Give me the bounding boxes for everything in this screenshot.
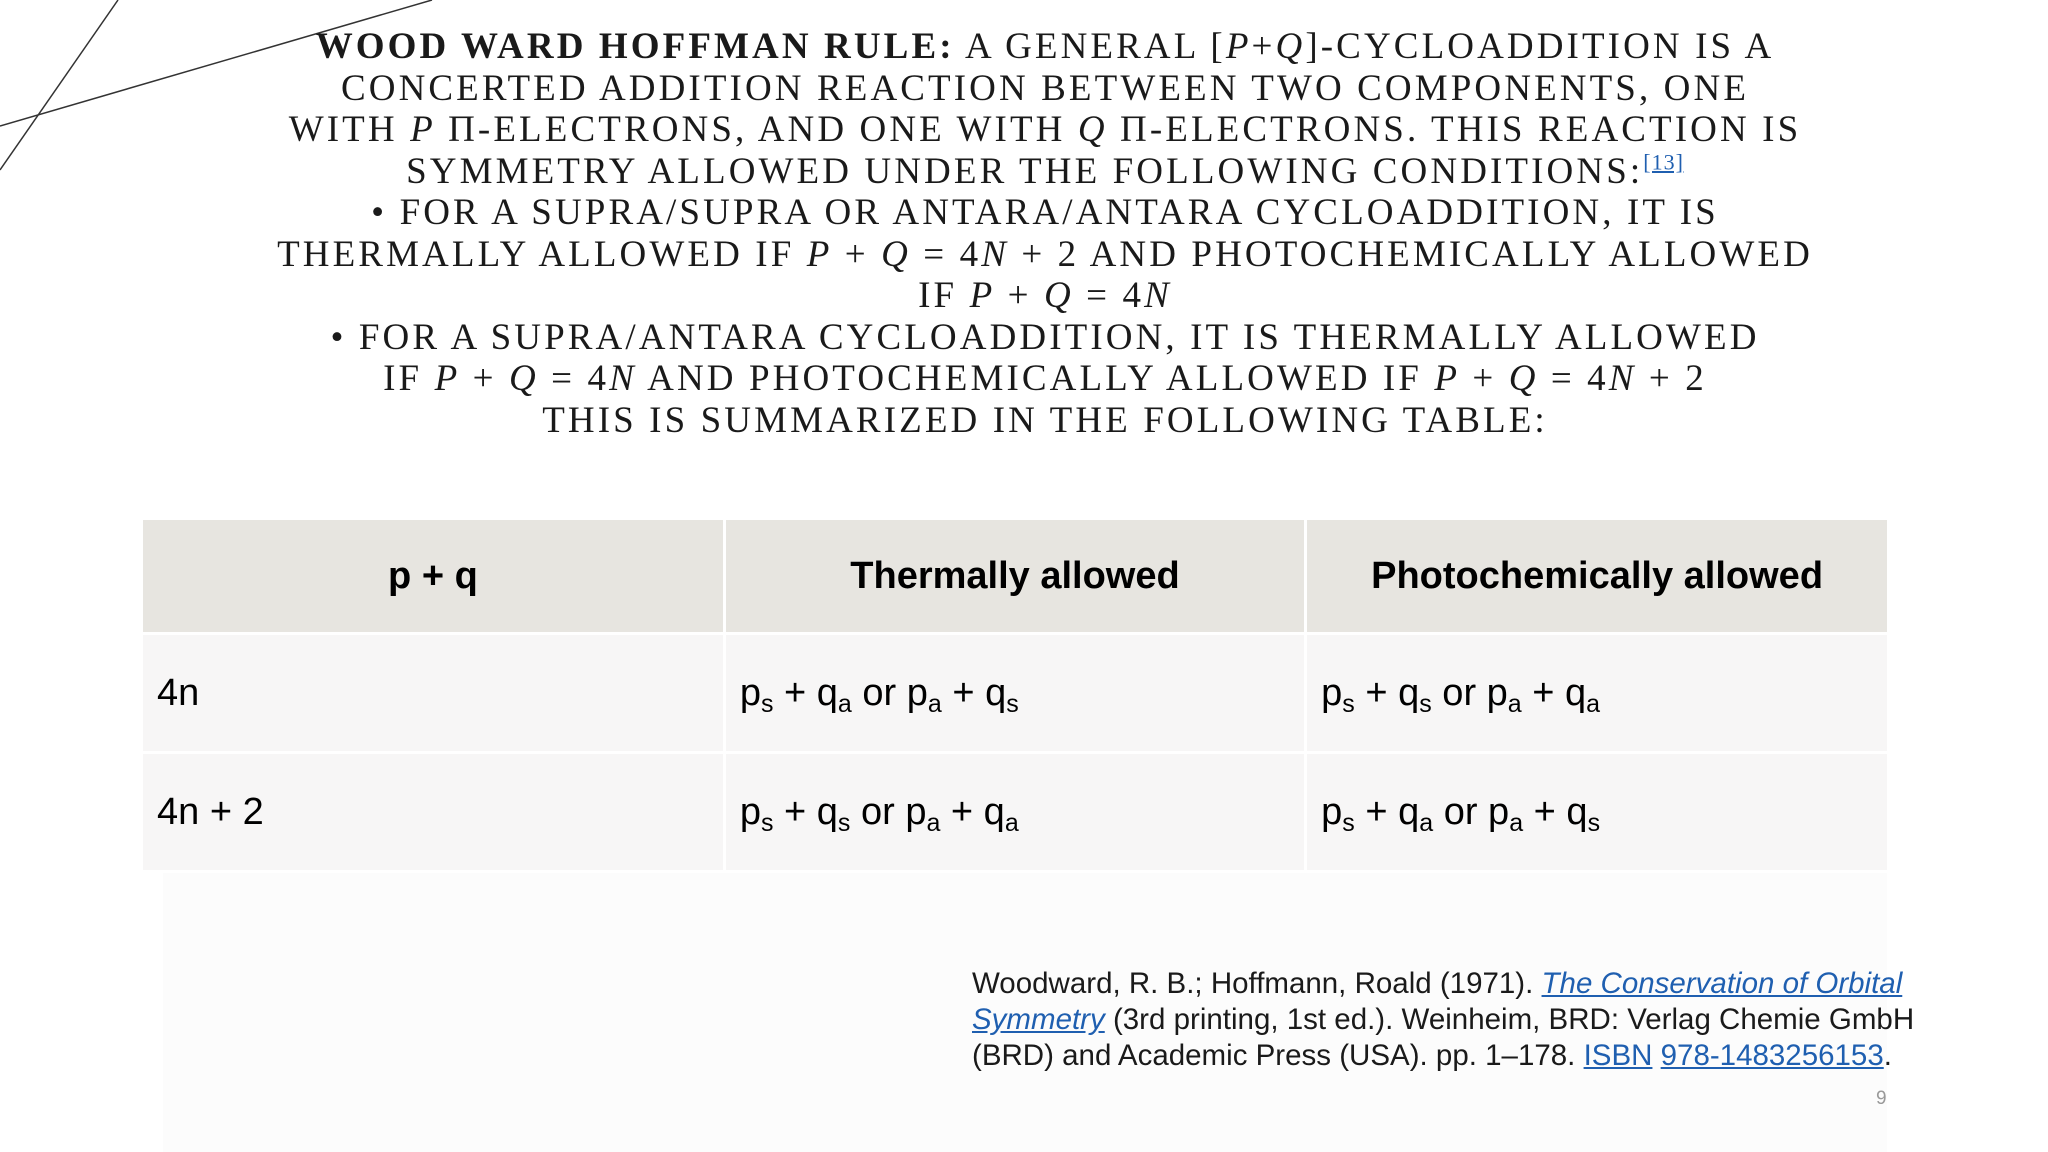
bullet-1-line-2: THERMALLY ALLOWED IF P + Q = 4N + 2 AND PHOTOCHEMICALLY ALLOWED (277, 233, 1813, 275)
reference-citation (972, 966, 1972, 1074)
table-row (143, 634, 1887, 753)
thermal-cell: $p_s + q_s$ or $p_a + q_a$ (724, 753, 1305, 872)
reference-line-2: Symmetry (3rd printing, 1st ed.). Weinheim, BRD: Verlag Chemie GmbH (972, 1003, 1915, 1036)
bullet-dot: • (330, 316, 347, 358)
photochemical-cell: $p_s + q_a$ or $p_a + q_s$ (1306, 753, 1887, 872)
citation-link[interactable]: [13] (1643, 149, 1684, 175)
rule-line-1: WOOD WARD HOFFMAN RULE: A GENERAL [P+Q]-CYCLOADDITION IS A (315, 26, 1775, 67)
summary-table (143, 520, 1887, 873)
rule-line-2: CONCERTED ADDITION REACTION BETWEEN TWO COMPONENTS, ONE (340, 67, 1750, 109)
isbn-link[interactable]: ISBN (1583, 1039, 1653, 1072)
book-title-link-continued[interactable]: Symmetry (972, 1003, 1105, 1036)
bullet-1-line-1: • FOR A SUPRA/SUPRA OR ANTARA/ANTARA CYCLOADDITION, IT IS (371, 192, 1719, 233)
rule-statement (220, 26, 1870, 441)
column-header-thermal: Thermally allowed (724, 520, 1305, 634)
rule-line-3: WITH P Π-ELECTRONS, AND ONE WITH Q Π-ELECTRONS. THIS REACTION IS (288, 109, 1802, 150)
photochemical-cell: $p_s + q_s$ or $p_a + q_a$ (1306, 634, 1887, 753)
bullet-2-line-2: IF P + Q = 4N AND PHOTOCHEMICALLY ALLOWED IF P + Q = 4N + 2 (383, 358, 1707, 399)
table-row (143, 753, 1887, 872)
bullet-dot: • (371, 192, 388, 233)
row-label: 4n (143, 634, 724, 753)
book-title-link[interactable]: The Conservation of Orbital (1541, 967, 1903, 1000)
table-header-row (143, 520, 1887, 634)
rule-line-4: SYMMETRY ALLOWED UNDER THE FOLLOWING CONDITIONS:[13] (406, 149, 1684, 192)
page-number: 9 (1876, 1088, 1887, 1109)
thermal-cell: $p_s + q_a$ or $p_a + q_s$ (724, 634, 1305, 753)
row-label: 4n + 2 (143, 753, 724, 872)
column-header-photochemical: Photochemically allowed (1306, 520, 1887, 634)
column-header-pq: p + q (143, 520, 724, 634)
reference-line-3: (BRD) and Academic Press (USA). pp. 1–178. ISBN 978-1483256153. (972, 1039, 1892, 1072)
bullet-2-line-1: • FOR A SUPRA/ANTARA CYCLOADDITION, IT IS THERMALLY ALLOWED (330, 316, 1760, 358)
rule-heading: WOOD WARD HOFFMAN RULE: (315, 26, 955, 67)
reference-line-1: Woodward, R. B.; Hoffmann, Roald (1971). The Conservation of Orbital (972, 967, 1903, 1000)
isbn-number-link[interactable]: 978-1483256153 (1660, 1039, 1884, 1072)
bullet-1-line-3: IF P + Q = 4N (918, 275, 1172, 316)
closing-line: THIS IS SUMMARIZED IN THE FOLLOWING TABLE: (542, 399, 1548, 441)
